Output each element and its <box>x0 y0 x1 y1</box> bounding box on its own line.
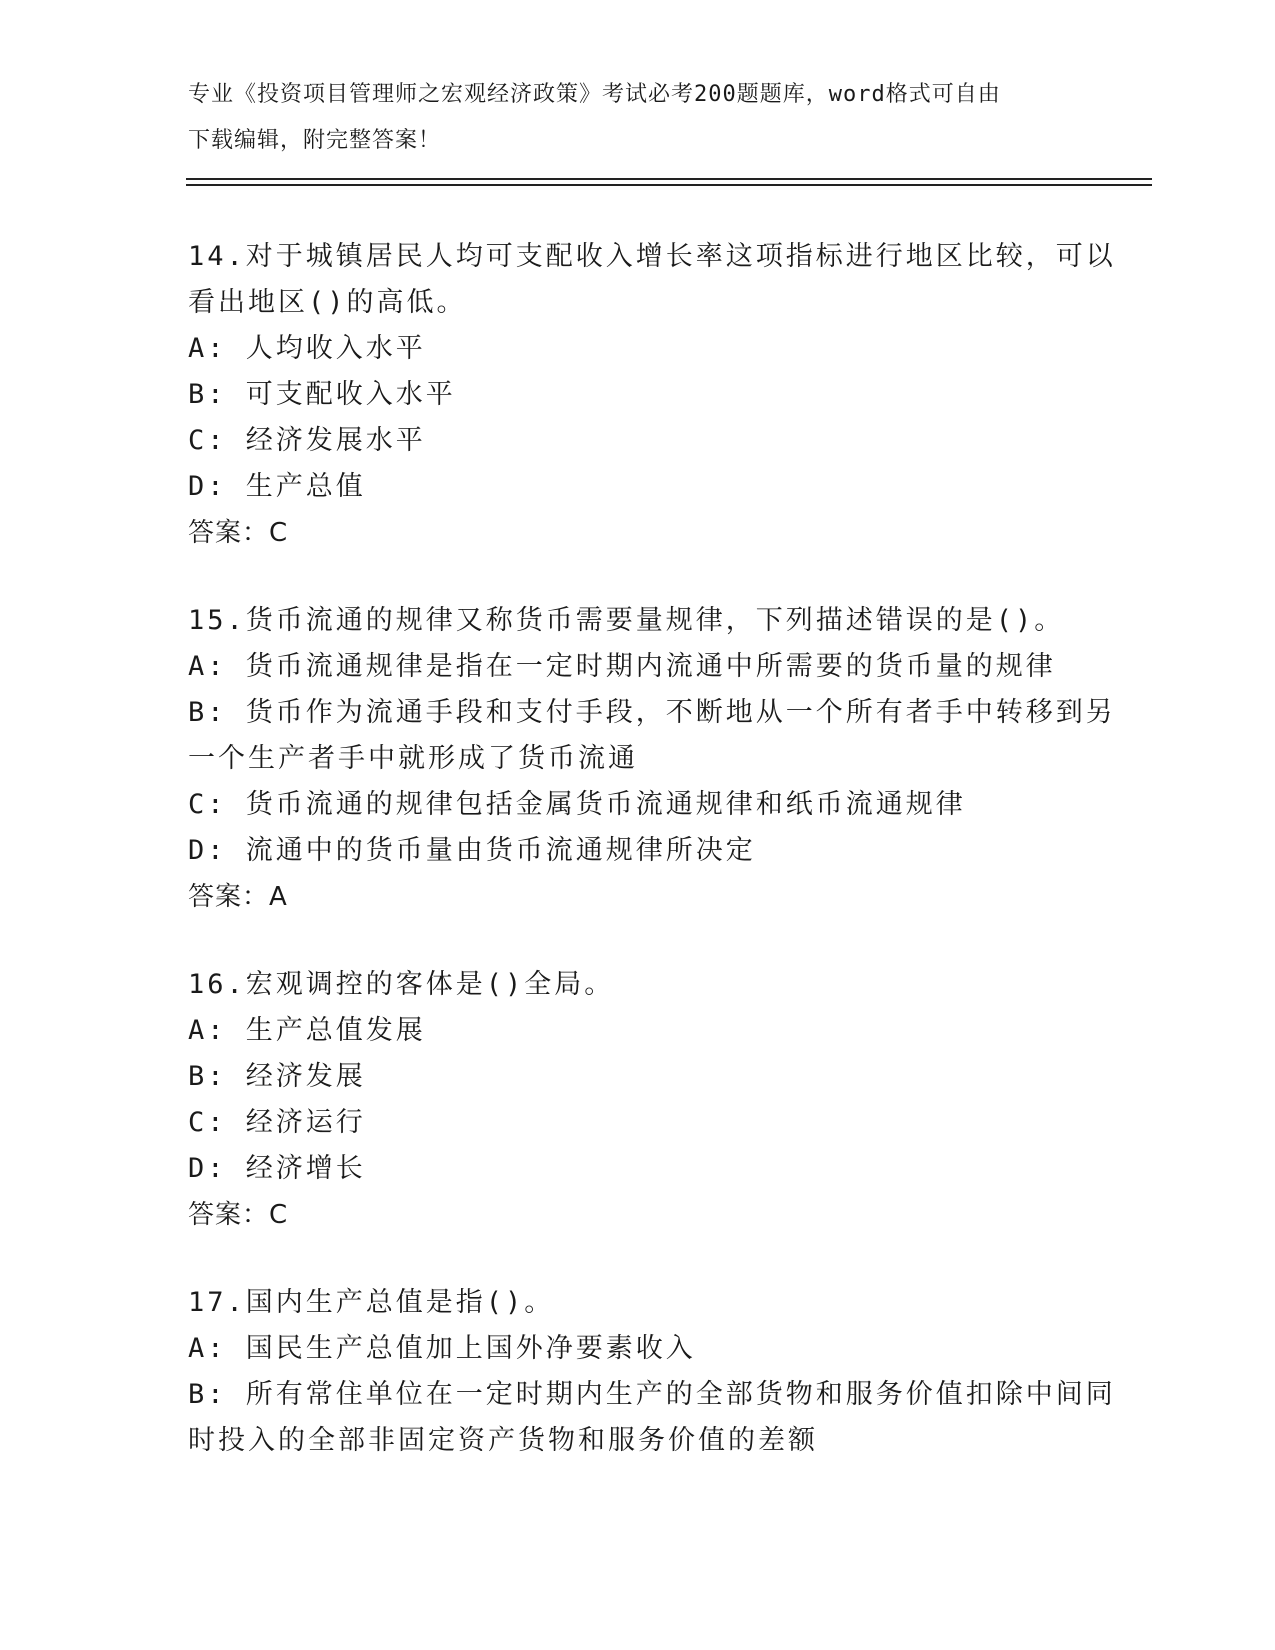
header-line-2: 下载编辑，附完整答案！ <box>188 128 442 153</box>
option-c: C: 货币流通的规律包括金属货币流通规律和纸币流通规律 <box>188 789 966 820</box>
option-a: A: 货币流通规律是指在一定时期内流通中所需要的货币量的规律 <box>188 651 1056 682</box>
option-b-line-1: B: 所有常住单位在一定时期内生产的全部货物和服务价值扣除中间同 <box>188 1379 1116 1410</box>
header-line-1: 专业《投资项目管理师之宏观经济政策》考试必考200题题库，word格式可自由 <box>188 82 1001 107</box>
option-b: B: 可支配收入水平 <box>188 379 456 410</box>
option-b-line-1: B: 货币作为流通手段和支付手段，不断地从一个所有者手中转移到另 <box>188 697 1116 728</box>
answer: 答案：C <box>188 518 289 548</box>
option-d: D: 流通中的货币量由货币流通规律所决定 <box>188 835 756 866</box>
question-stem-line-1: 16.宏观调控的客体是()全局。 <box>188 969 615 1000</box>
question-15 <box>188 598 1116 920</box>
option-b-line-2: 时投入的全部非固定资产货物和服务价值的差额 <box>188 1425 818 1456</box>
option-a: A: 人均收入水平 <box>188 333 426 364</box>
option-d: D: 经济增长 <box>188 1153 366 1184</box>
answer: 答案：C <box>188 1200 289 1230</box>
answer: 答案：A <box>188 882 288 912</box>
header-divider-top <box>186 178 1152 180</box>
option-b: B: 经济发展 <box>188 1061 366 1092</box>
question-stem-line-1: 17.国内生产总值是指()。 <box>188 1287 555 1318</box>
option-a: A: 国民生产总值加上国外净要素收入 <box>188 1333 696 1364</box>
option-c: C: 经济运行 <box>188 1107 366 1138</box>
question-14 <box>188 234 1116 556</box>
question-16 <box>188 962 1088 1238</box>
option-d: D: 生产总值 <box>188 471 366 502</box>
document-header <box>188 72 1088 164</box>
question-stem-line-1: 14.对于城镇居民人均可支配收入增长率这项指标进行地区比较，可以 <box>188 241 1116 272</box>
option-c: C: 经济发展水平 <box>188 425 426 456</box>
header-divider-bottom <box>186 184 1152 186</box>
question-stem-line-1: 15.货币流通的规律又称货币需要量规律，下列描述错误的是()。 <box>188 605 1065 636</box>
option-b-line-2: 一个生产者手中就形成了货币流通 <box>188 743 638 774</box>
question-17 <box>188 1280 1116 1464</box>
question-stem-line-2: 看出地区()的高低。 <box>188 287 467 318</box>
option-a: A: 生产总值发展 <box>188 1015 426 1046</box>
